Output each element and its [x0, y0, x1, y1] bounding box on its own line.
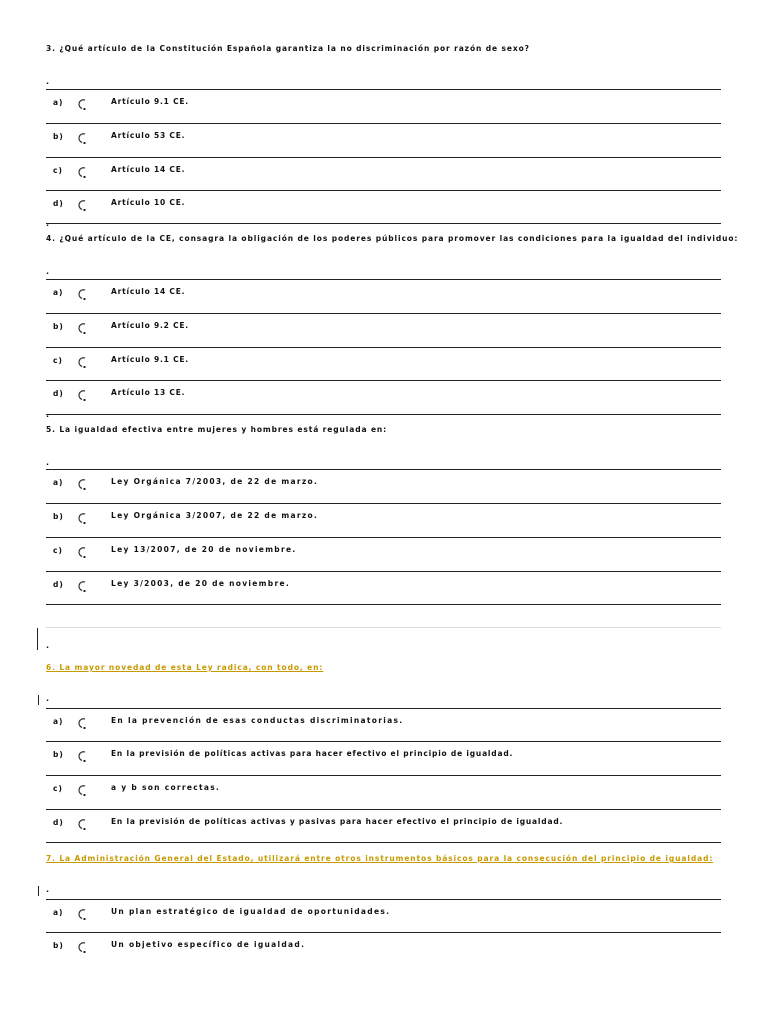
radio-icon[interactable] [76, 817, 88, 831]
radio-icon[interactable] [76, 511, 88, 525]
option-text: Artículo 14 CE. [111, 165, 186, 174]
separator-dot: . [46, 219, 50, 228]
separator-dot: . [46, 885, 50, 894]
q5-option-c[interactable] [46, 537, 721, 570]
q4-option-c[interactable] [46, 347, 721, 380]
q3-option-c[interactable] [46, 157, 721, 190]
option-letter: a) [53, 908, 64, 917]
option-letter: b) [53, 512, 64, 521]
radio-icon[interactable] [76, 287, 88, 301]
q3-option-a[interactable] [46, 89, 721, 122]
radio-icon[interactable] [76, 198, 88, 212]
option-text: En la previsión de políticas activas para hacer efectivo el principio de igualdad. [111, 749, 514, 758]
option-text: Artículo 9.2 CE. [111, 321, 189, 330]
q6-option-b[interactable] [46, 741, 721, 774]
q4-option-d[interactable] [46, 380, 721, 413]
separator-dot: . [46, 458, 50, 467]
divider [46, 842, 721, 843]
radio-icon[interactable] [76, 321, 88, 335]
radio-icon[interactable] [76, 940, 88, 954]
option-text: Ley 3/2003, de 20 de noviembre. [111, 579, 290, 588]
option-letter: a) [53, 288, 64, 297]
option-text: Un plan estratégico de igualdad de oportunidades. [111, 907, 391, 916]
option-letter: d) [53, 818, 64, 827]
q5-option-d[interactable] [46, 571, 721, 604]
q5-option-b[interactable] [46, 503, 721, 536]
option-letter: a) [53, 717, 64, 726]
option-text: Artículo 9.1 CE. [111, 355, 189, 364]
option-letter: d) [53, 389, 64, 398]
option-text: Artículo 14 CE. [111, 287, 186, 296]
option-letter: a) [53, 478, 64, 487]
option-text: Artículo 53 CE. [111, 131, 186, 140]
option-letter: c) [53, 166, 63, 175]
q7-option-b[interactable] [46, 932, 721, 965]
question-6-link[interactable]: 6. La mayor novedad de esta Ley radica, con todo, en: [46, 663, 324, 672]
radio-icon[interactable] [76, 716, 88, 730]
radio-icon[interactable] [76, 783, 88, 797]
section-bar [38, 886, 39, 896]
separator-dot: . [46, 694, 50, 703]
divider [46, 604, 721, 605]
q5-option-a[interactable] [46, 469, 721, 502]
radio-icon[interactable] [76, 545, 88, 559]
q4-option-b[interactable] [46, 313, 721, 346]
option-text: Un objetivo específico de igualdad. [111, 940, 306, 949]
separator-dot: . [46, 641, 50, 650]
radio-icon[interactable] [76, 388, 88, 402]
radio-icon[interactable] [76, 907, 88, 921]
option-text: Ley 13/2007, de 20 de noviembre. [111, 545, 297, 554]
radio-icon[interactable] [76, 749, 88, 763]
option-letter: d) [53, 580, 64, 589]
section-bar [37, 628, 38, 650]
radio-icon[interactable] [76, 477, 88, 491]
option-letter: c) [53, 356, 63, 365]
option-text: a y b son correctas. [111, 783, 221, 792]
divider [46, 223, 721, 224]
q6-option-d[interactable] [46, 809, 721, 842]
separator-dot: . [46, 267, 50, 276]
option-text: Ley Orgánica 7/2003, de 22 de marzo. [111, 477, 319, 486]
question-3-text: 3. ¿Qué artículo de la Constitución Española garantiza la no discriminación por razón de sexo? [46, 44, 530, 53]
option-letter: c) [53, 546, 63, 555]
section-divider [46, 627, 721, 628]
option-text: Artículo 13 CE. [111, 388, 186, 397]
option-letter: d) [53, 199, 64, 208]
option-text: Artículo 10 CE. [111, 198, 186, 207]
question-4-text: 4. ¿Qué artículo de la CE, consagra la obligación de los poderes públicos para promover las condiciones para la igualdad del individuo: [46, 234, 739, 243]
question-5-text: 5. La igualdad efectiva entre mujeres y hombres está regulada en: [46, 425, 388, 434]
q7-option-a[interactable] [46, 899, 721, 932]
option-letter: b) [53, 941, 64, 950]
radio-icon[interactable] [76, 579, 88, 593]
option-text: Ley Orgánica 3/2007, de 22 de marzo. [111, 511, 319, 520]
option-letter: b) [53, 132, 64, 141]
option-text: En la prevención de esas conductas discriminatorias. [111, 716, 404, 725]
q4-option-a[interactable] [46, 279, 721, 312]
radio-icon[interactable] [76, 165, 88, 179]
separator-dot: . [46, 77, 50, 86]
option-text: En la previsión de políticas activas y pasivas para hacer efectivo el principio de igualdad. [111, 817, 564, 826]
q3-option-d[interactable] [46, 190, 721, 223]
radio-icon[interactable] [76, 97, 88, 111]
question-7-link[interactable]: 7. La Administración General del Estado, utilizará entre otros instrumentos básicos para la consecución del principio de igualdad: [46, 854, 714, 863]
q6-option-c[interactable] [46, 775, 721, 808]
option-text: Artículo 9.1 CE. [111, 97, 189, 106]
option-letter: c) [53, 784, 63, 793]
q3-option-b[interactable] [46, 123, 721, 156]
option-letter: b) [53, 750, 64, 759]
radio-icon[interactable] [76, 355, 88, 369]
q6-option-a[interactable] [46, 708, 721, 741]
option-letter: b) [53, 322, 64, 331]
option-letter: a) [53, 98, 64, 107]
divider [46, 414, 721, 415]
separator-dot: . [46, 410, 50, 419]
section-bar [38, 695, 39, 705]
radio-icon[interactable] [76, 131, 88, 145]
